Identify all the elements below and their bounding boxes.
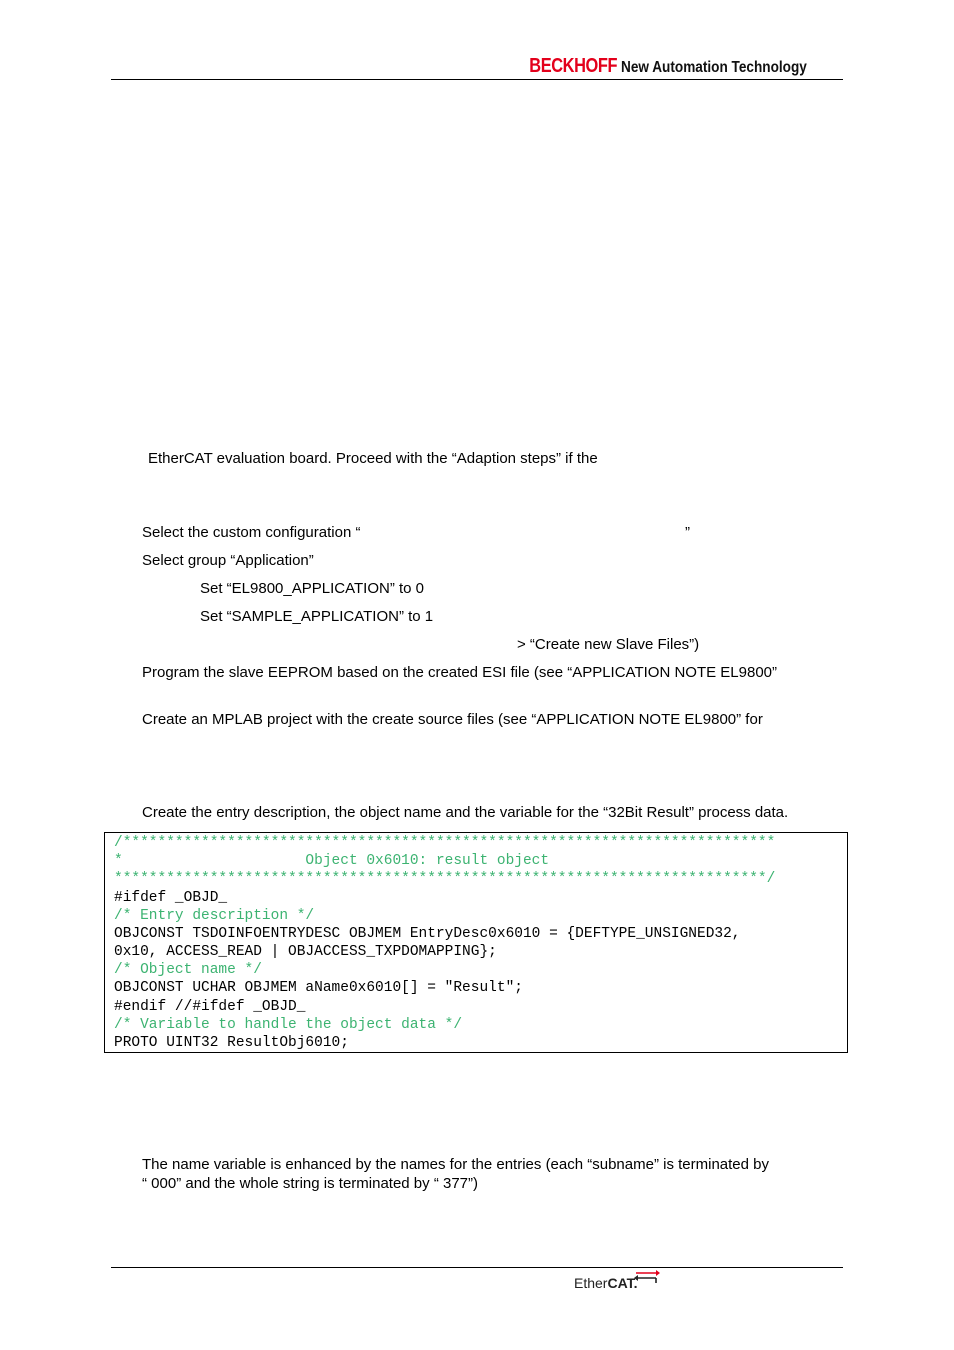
substep-el9800-application: Set “EL9800_APPLICATION” to 0 (200, 580, 424, 597)
code-line: OBJCONST TSDOINFOENTRYDESC OBJMEM EntryDesc0x6010 = {DEFTYPE_UNSIGNED32, (114, 926, 741, 942)
step-create-slave-files: > “Create new Slave Files”) (517, 636, 700, 653)
ethercat-logo-cat: CAT. (607, 1275, 638, 1291)
code-line: #ifdef _OBJD_ (114, 890, 228, 906)
code-line: /* Object name */ (114, 962, 262, 978)
brand-name: BECKHOFF (529, 55, 618, 77)
code-line: /* Variable to handle the object data */ (114, 1017, 463, 1033)
step-select-custom-config: Select the custom configuration “ (142, 524, 361, 541)
code-line: * Object 0x6010: result object (114, 853, 550, 869)
step-select-group: Select group “Application” (142, 552, 314, 569)
step-program-eeprom: Program the slave EEPROM based on the created ESI file (see “APPLICATION NOTE EL9800” (142, 664, 777, 681)
code-line: PROTO UINT32 ResultObj6010; (114, 1035, 349, 1051)
subname-description-line-2: “ 000” and the whole string is terminated by “ 377”) (142, 1175, 478, 1192)
ethercat-logo-ether: Ether (574, 1275, 608, 1291)
header-rule (111, 79, 843, 80)
substep-sample-application: Set “SAMPLE_APPLICATION” to 1 (200, 608, 434, 625)
footer-rule (111, 1267, 843, 1268)
step-create-entry-description: Create the entry description, the object name and the variable for the “32Bit Result” process data. (142, 804, 789, 821)
code-line: #endif //#ifdef _OBJD_ (114, 999, 306, 1015)
body-line-evaluation-board: EtherCAT evaluation board. Proceed with the “Adaption steps” if the (148, 450, 598, 467)
subname-description-line-1: The name variable is enhanced by the names for the entries (each “subname” is terminated by (142, 1156, 769, 1173)
code-line: OBJCONST UCHAR OBJMEM aName0x6010[] = "Result"; (114, 980, 523, 996)
code-line: ***************************************************************************/ (114, 871, 776, 887)
brand-tagline: New Automation Technology (621, 59, 808, 76)
code-line: /*************************************************************************** (114, 835, 776, 851)
step-select-custom-config-close-quote: ” (685, 524, 690, 541)
code-line: /* Entry description */ (114, 908, 315, 924)
code-line: 0x10, ACCESS_READ | OBJACCESS_TXPDOMAPPING}; (114, 944, 497, 960)
code-listing (104, 832, 848, 1053)
beckhoff-logo (510, 56, 840, 76)
step-create-mplab-project: Create an MPLAB project with the create source files (see “APPLICATION NOTE EL9800” for (142, 711, 763, 728)
